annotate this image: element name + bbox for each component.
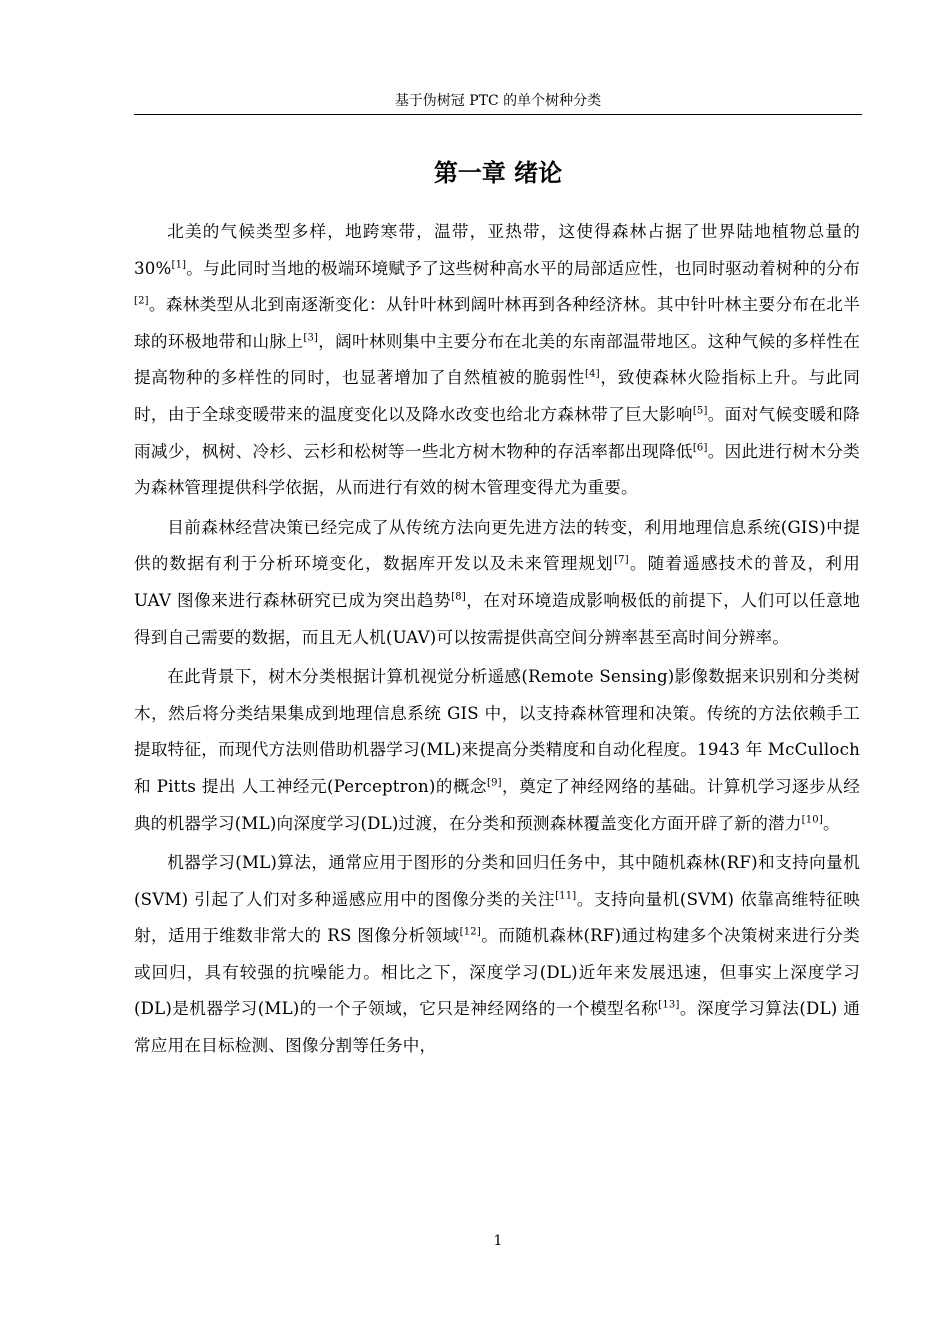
text-run: 北美的气候类型多样，地跨寒带，温带，亚热带，这使得森林占据了世界陆地植物总量的 30% [134, 222, 860, 278]
text-run: ，致使森林火险指标上升。与此同时，由于全球变暖带来的温度变化以及降水改变也给北方森林带了巨大影响 [134, 368, 861, 424]
citation-ref: [5] [692, 405, 708, 417]
text-run: ，在对环境造成影响极低的前提下，人们可以任意地得到自己需要的数据，而且无人机(UAV)可以按需提供高空间分辨率甚至高时间分辨率。 [134, 590, 860, 647]
citation-ref: [11] [555, 890, 577, 902]
text-run: 。而随机森林(RF)通过构建多个决策树来进行分类或回归，具有较强的抗噪能力。相比之下，深度学习(DL)近年来发展迅速，但事实上深度学习(DL)是机器学习(ML)的一个子领域，它只是神经网络的一个模型名称 [134, 926, 860, 1019]
paragraph-4 [134, 845, 860, 1065]
citation-ref: [4] [585, 368, 600, 380]
text-run: 。面对气候变暖和降雨减少，枫树、冷杉、云杉和松树等一些北方树木物种的存活率都出现降低 [134, 404, 860, 461]
text-run: 。因此进行树木分类为森林管理提供科学依据，从而进行有效的树木管理变得尤为重要。 [134, 441, 860, 498]
citation-ref: [8] [451, 591, 466, 603]
header-rule [134, 114, 862, 115]
citation-ref: [10] [801, 813, 823, 825]
text-run: 目前森林经营决策已经完成了从传统方法向更先进方法的转变，利用地理信息系统(GIS)中提供的数据有利于分析环境变化，数据库开发以及未来管理规划 [134, 517, 860, 574]
chapter-title: 第一章 绪论 [433, 159, 563, 187]
paragraph-1 [134, 214, 860, 507]
citation-ref: [6] [692, 442, 708, 454]
paragraph-2 [134, 510, 860, 656]
paragraph-3 [134, 659, 860, 842]
text-run: 在此背景下，树木分类根据计算机视觉分析遥感(Remote Sensing)影像数据来识别和分类树木，然后将分类结果集成到地理信息系统 GIS 中，以支持森林管理和决策。传统的方法依赖手工提取特征，而现代方法则借助机器学习(ML)来提高分类精度和自动化程度。1943 年 McCulloch 和 Pitts 提出 人工神经元(Perceptron)的概念 [134, 667, 860, 796]
text-run: 机器学习(ML)算法，通常应用于图形的分类和回归任务中，其中随机森林(RF)和支持向量机(SVM) 引起了人们对多种遥感应用中的图像分类的关注 [134, 853, 860, 909]
citation-ref: [2] [134, 295, 149, 307]
citation-ref: [13] [658, 999, 680, 1011]
text-run: 。深度学习算法(DL) 通常应用在目标检测、图像分割等任务中， [134, 999, 860, 1056]
citation-ref: [3] [303, 332, 319, 344]
text-run: ，奠定了神经网络的基础。计算机学习逐步从经典的机器学习(ML)向深度学习(DL)过渡，在分类和预测森林覆盖变化方面开辟了新的潜力 [134, 776, 861, 833]
body-text [134, 214, 860, 1068]
text-run: 。随着遥感技术的普及，利用 UAV 图像来进行森林研究已成为突出趋势 [134, 554, 860, 610]
text-run: 。支持向量机(SVM) 依靠高维特征映射，适用于维数非常大的 RS 图像分析领域 [134, 889, 860, 946]
text-run: 。森林类型从北到南逐渐变化：从针叶林到阔叶林再到各种经济林。其中针叶林主要分布在北半球的环极地带和山脉上 [134, 295, 860, 351]
citation-ref: [1] [171, 259, 187, 271]
citation-ref: [9] [487, 777, 502, 789]
text-run: 。与此同时当地的极端环境赋予了这些树种高水平的局部适应性，也同时驱动着树种的分布 [186, 258, 860, 278]
text-run: ，阔叶林则集中主要分布在北美的东南部温带地区。这种气候的多样性在提高物种的多样性的同时，也显著增加了自然植被的脆弱性 [134, 331, 860, 388]
text-run: 。 [822, 813, 840, 833]
running-header: 基于伪树冠 PTC 的单个树种分类 [394, 93, 602, 109]
page-number: 1 [493, 1233, 503, 1249]
citation-ref: [12] [459, 926, 481, 938]
citation-ref: [7] [614, 554, 629, 566]
